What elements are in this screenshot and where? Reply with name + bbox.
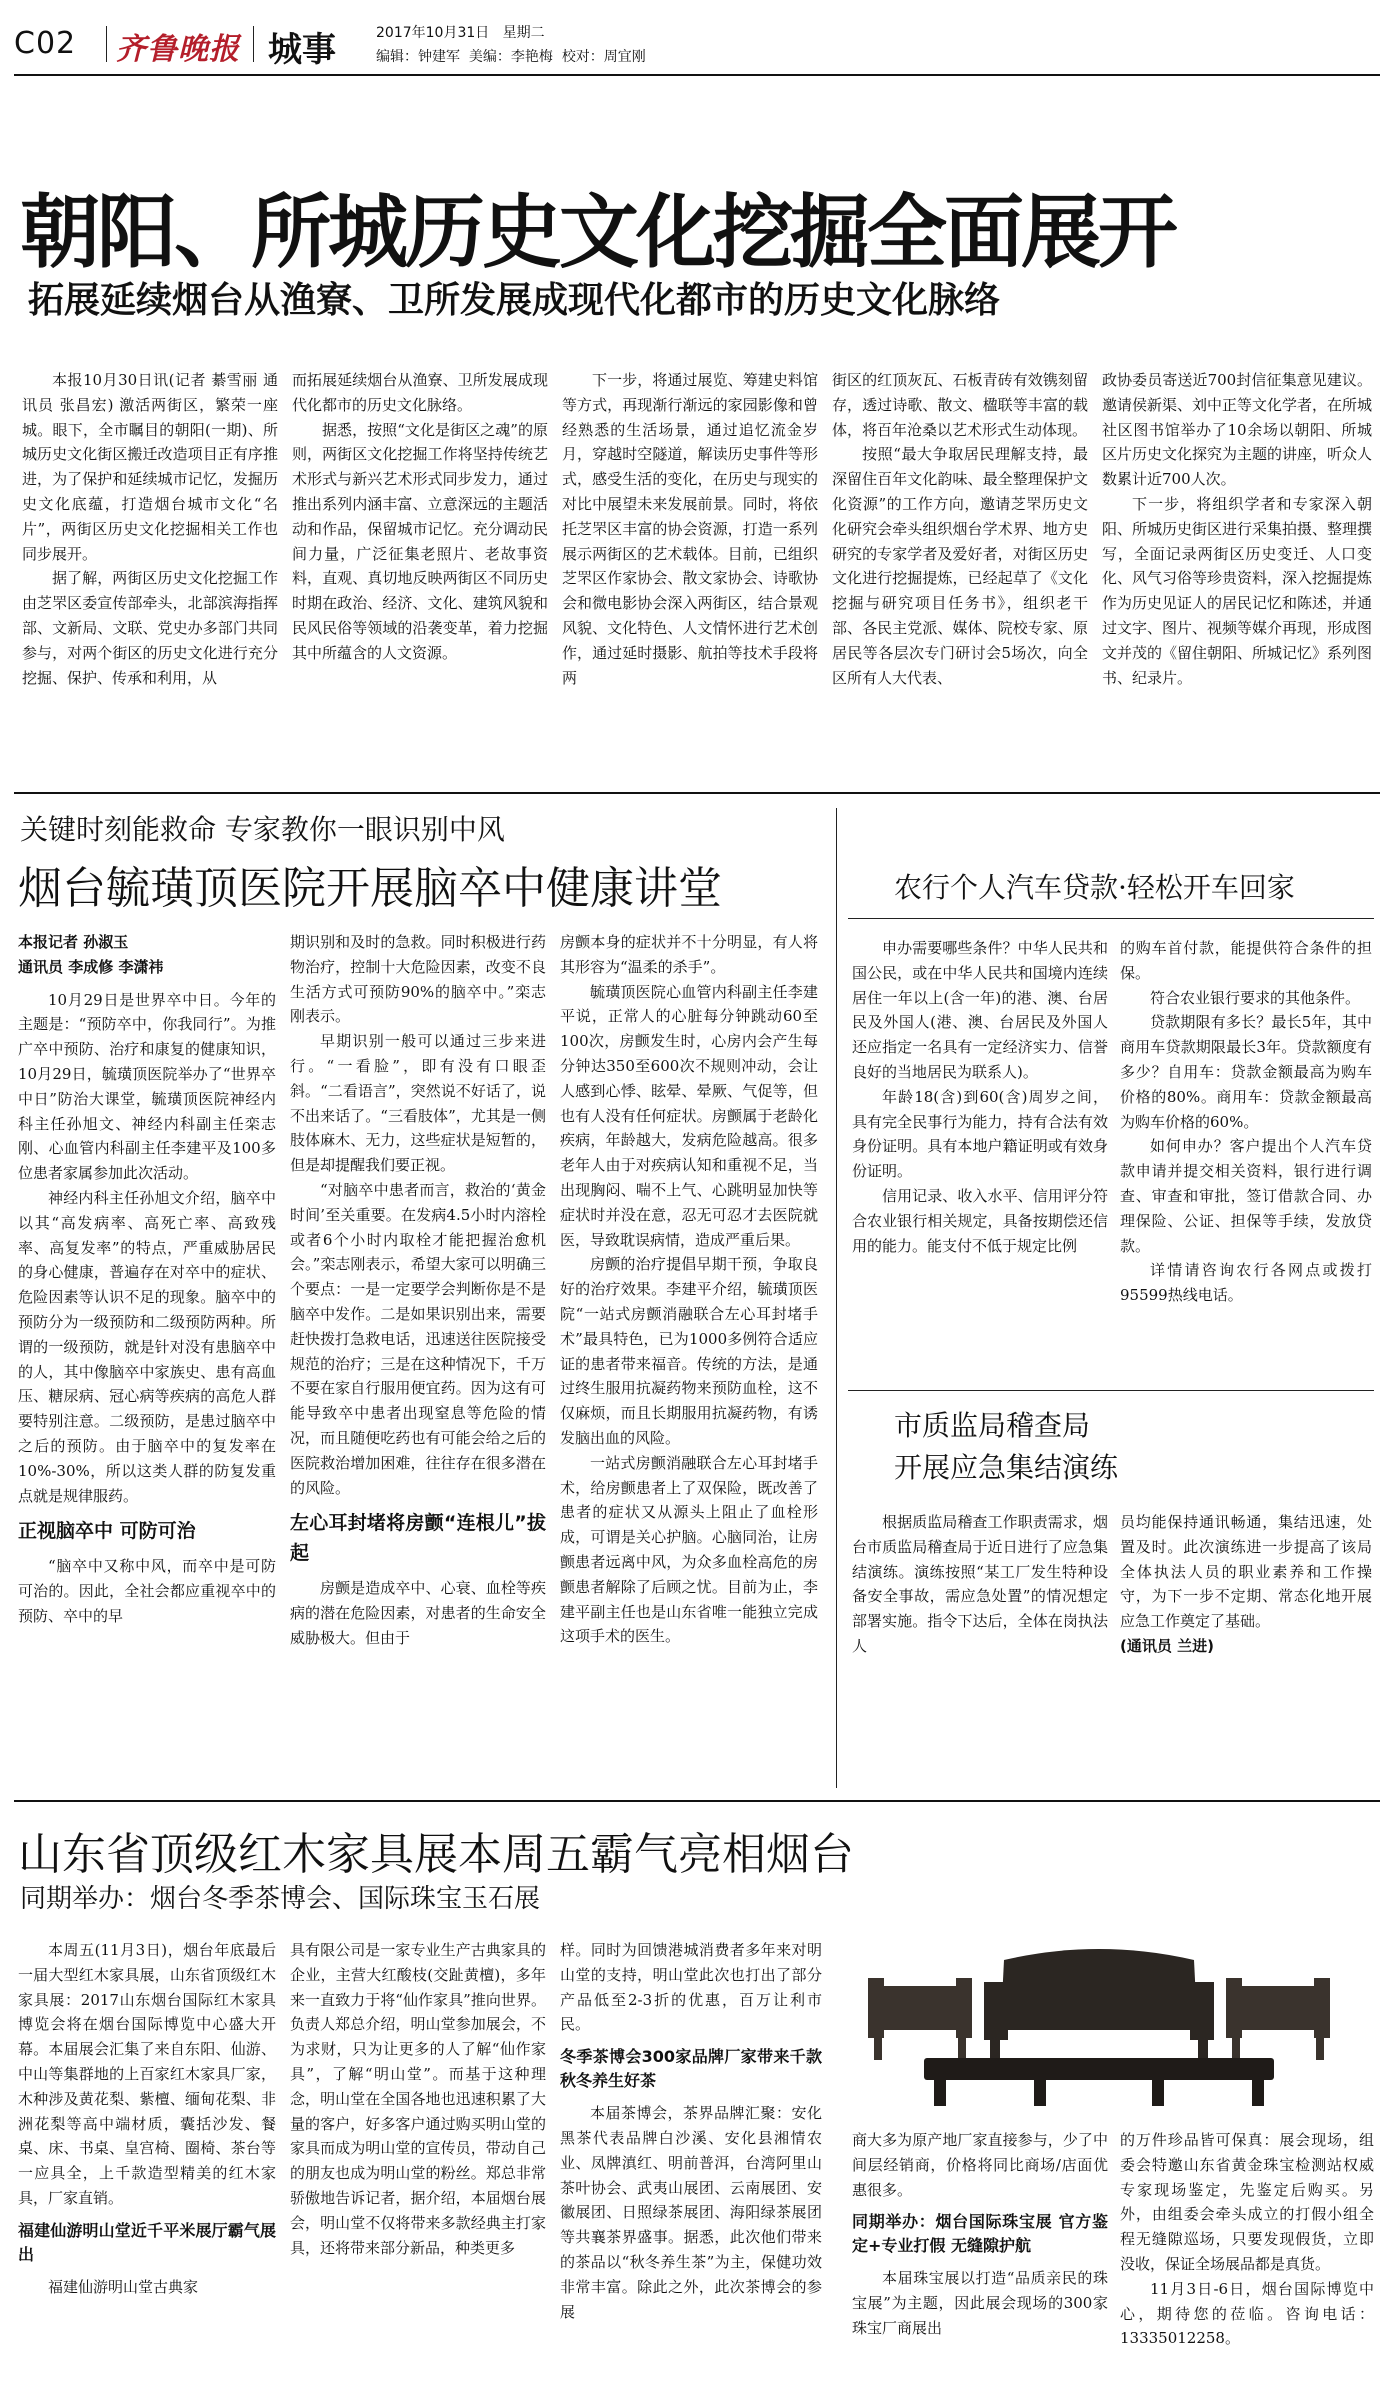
header-credits <box>376 46 646 66</box>
stroke-kicker: 关键时刻能救命 专家教你一眼识别中风 <box>20 813 505 846</box>
drill-credit: (通讯员 兰进) <box>1120 1636 1214 1655</box>
stroke-col-2: 期识别和及时的急救。同时积极进行药物治疗，控制十大危险因素，改变不良生活方式可预防90%的脑卒中。”栾志刚表示。 早期识别一般可以通过三步来进行。“一看脸”，即有没有口眼歪斜。“二看语言”，突然说不好话了，说不出来话了。“三看肢体”，尤其是一侧肢体麻木、无力，这些症状是短暂的，但是却提醒我们要正视。 “对脑卒中患者而言，救治的‘黄金时间’至关重要。在发病4.5小时内溶栓或者6个小时内取栓才能把握治愈机会。”栾志刚表示，希望大家可以明确三个要点：一是一定要学会判断你是不是脑卒中发作。二是如果识别出来，需要赶快拨打急救电话，迅速送往医院接受规范的治疗；三是在这种情况下，千万不要在家自行服用便宜药。因为这有可能导致卒中患者出现窒息等危险的情况，而且随便吃药也有可能会给之后的医院救治增加困难，往往存在很多潜在的风险。 左心耳封堵将房颤“连根儿”拔起 房颤是造成卒中、心衰、血栓等疾病的潜在危险因素，对患者的生命安全威胁极大。但由于 <box>290 933 546 1647</box>
lead-subhead: 拓展延续烟台从渔寮、卫所发展成现代化都市的历史文化脉络 <box>28 280 1001 321</box>
furniture-subhead-1: 福建仙游明山堂近千平米展厅霸气展出 <box>18 2220 276 2264</box>
section-title: 城事 <box>268 30 336 70</box>
weekday: 星期二 <box>502 25 545 41</box>
furniture-col-3: 样。同时为回馈港城消费者多年来对明山堂的支持，明山堂此次也打出了部分产品低至2-3折的优惠，百万让利市民。 冬季茶博会300家品牌厂家带来千款秋冬养生好茶 本届茶博会，茶界品牌汇聚：安化黑茶代表品牌白沙溪、安化县湘情农业、凤牌滇红、明前普洱，台湾阿里山茶叶协会、武夷山展团、云南展团、安徽展团、日照绿茶展团、海阳绿茶展团等共襄茶界盛事。据悉，此次他们带来的茶品以“秋冬养生茶”为主，保健功效非常丰富。除此之外，此次茶博会的参展 <box>560 1941 822 2321</box>
stroke-subhead-2: 左心耳封堵将房颤“连根儿”拔起 <box>290 1512 546 1565</box>
auto-loan-col-1: 申办需要哪些条件？中华人民共和国公民，或在中华人民共和国境内连续居住一年以上(含一年)的港、澳、台居民及外国人(港、澳、台居民及外国人还应指定一名具有一定经济实力、信誉良好的当地居民为联系人)。 年龄18(含)到60(含)周岁之间，具有完全民事行为能力，持有合法有效身份证明。具有本地户籍证明或有效身份证明。 信用记录、收入水平、信用评分符合农业银行相关规定，具备按期偿还信用的能力。能支付不低于规定比例 <box>852 939 1108 1255</box>
stroke-col-1: 本报记者 孙淑玉 通讯员 李成修 李潇祎 10月29日是世界卒中日。今年的主题是：“预防卒中，你我同行”。为推广卒中预防、治疗和康复的健康知识，10月29日，毓璜顶医院举办了“世界卒中日”防治大课堂，毓璜顶医院神经内科主任孙旭文、神经内科副主任栾志刚、心血管内科副主任李建平及100多位患者家属参加此次活动。 神经内科主任孙旭文介绍，脑卒中以其“高发病率、高死亡率、高致残率、高复发率”的特点，严重威胁居民的身心健康，普遍存在对卒中的症状、危险因素等认识不足的现象。脑卒中的预防分为一级预防和二级预防两种。所谓的一级预防，就是针对没有患脑卒中的人，其中像脑卒中家族史、患有高血压、糖尿病、冠心病等疾病的高危人群要特别注意。二级预防，是患过脑卒中之后的预防。由于脑卒中的复发率在10%-30%，所以这类人群的防复发重点就是规律服药。 正视脑卒中 可防可治 “脑卒中又称中风，而卒中是可防可治的。因此，全社会都应重视卒中的预防、卒中的早 <box>18 933 276 1625</box>
page-code: C02 <box>14 26 77 61</box>
lead-col-5: 政协委员寄送近700封信征集意见建议。邀请侯新渠、刘中正等文化学者，在所城社区图书馆举办了10余场以朝阳、所城区片历史文化探究为主题的讲座，听众人数累计近700人次。 下一步，将组织学者和专家深入朝阳、所城历史街区进行采集拍摄、整理撰写，全面记录两街区历史变迁、人口变化、风气习俗等珍贵资料，深入挖掘提炼作为历史见证人的居民记忆和陈述，并通过文字、图片、视频等媒介再现，形成图文并茂的《留住朝阳、所城记忆》系列图书、纪录片。 <box>1102 371 1372 687</box>
date: 2017年10月31日 <box>376 25 490 41</box>
art-editor: 美编：李艳梅 <box>468 49 553 65</box>
lead-col-1: 本报10月30日讯(记者 綦雪丽 通讯员 张昌宏) 激活两街区，繁荣一座城。眼下，全市瞩目的朝阳(一期)、所城历史文化街区搬迁改造项目正有序推进，为了保护和延续城市记忆，发掘历史文化底蕴，打造烟台城市文化“名片”，两街区历史文化挖掘相关工作也同步展开。 据了解，两街区历史文化挖掘工作由芝罘区委宣传部牵头，北部滨海指挥部、文新局、文联、党史办多部门共同参与，对两个街区的历史文化进行充分挖掘、保护、传承和利用，从 <box>22 371 278 687</box>
furniture-photo <box>834 1930 1364 2116</box>
header-date <box>376 22 545 42</box>
furniture-subhead-2: 冬季茶博会300家品牌厂家带来千款秋冬养生好茶 <box>560 2047 822 2091</box>
auto-loan-headline: 农行个人汽车贷款·轻松开车回家 <box>894 871 1295 904</box>
lead-col-4: 街区的红顶灰瓦、石板青砖有效镌刻留存，透过诗歌、散文、楹联等丰富的载体，将百年沧桑以艺术形式生动体现。 按照“最大争取居民理解支持，最深留住百年文化韵味、最全整理保护文化资源”的工作方向，邀请芝罘历史文化研究会牵头组织烟台学术界、地方史研究的专家学者及爱好者，对街区历史文化进行挖掘提炼，已经起草了《文化挖掘与研究项目任务书》，组织老干部、各民主党派、媒体、院校专家、原居民等各层次专门研讨会5场次，向全区所有人大代表、 <box>832 371 1088 687</box>
lead-col-2: 而拓展延续烟台从渔寮、卫所发展成现代化都市的历史文化脉络。 据悉，按照“文化是街区之魂”的原则，两街区文化挖掘工作将坚持传统艺术形式与新兴艺术形式同步发力，通过推出系列内涵丰富、立意深远的主题活动和作品，保留城市记忆。充分调动民间力量，广泛征集老照片、老故事资料，直观、真切地反映两街区不同历史时期在政治、经济、文化、建筑风貌和民风民俗等领域的沿袭变革，着力挖掘其中所蕴含的人文资源。 <box>292 371 548 662</box>
furniture-col-2: 具有限公司是一家专业生产古典家具的企业，主营大红酸枝(交趾黄檀)，多年来一直致力于将“仙作家具”推向世界。负责人郑总介绍，明山堂参加展会，不为求财，只为让更多的人了解“仙作家具”，了解“明山堂”。而基于这种理念，明山堂在全国各地也迅速积累了大量的客户，好多客户通过购买明山堂的家具而成为明山堂的宣传员，带动自己的朋友也成为明山堂的粉丝。郑总非常骄傲地告诉记者，据介绍，本届烟台展会，明山堂不仅将带来多款经典主打家具，还将带来部分新品，种类更多 <box>290 1941 546 2257</box>
drill-headline-2: 开展应急集结演练 <box>894 1451 1119 1484</box>
stroke-col-3: 房颤本身的症状并不十分明显，有人将其形容为“温柔的杀手”。 毓璜顶医院心血管内科副主任李建平说，正常人的心脏每分钟跳动60至100次，房颤发生时，心房内会产生每分钟达350至600次不规则冲动，会让人感到心悸、眩晕、晕厥、气促等，但也有人没有任何症状。房颤属于老龄化疾病，年龄越大，发病危险越高。很多老年人由于对疾病认知和重视不足，当出现胸闷、喘不上气、心跳明显加快等症状时并没在意，忍无可忍才去医院就医，导致耽误病情，造成严重后果。 房颤的治疗提倡早期干预，争取良好的治疗效果。李建平介绍，毓璜顶医院“一站式房颤消融联合左心耳封堵手术”最具特色，已为1000多例符合适应证的患者带来福音。传统的方法，是通过终生服用抗凝药物来预防血栓，这不仅麻烦，而且长期服用抗凝药物，有诱发脑出血的风险。 一站式房颤消融联合左心耳封堵手术，给房颤患者上了双保险，既改善了患者的症状又从源头上阻止了血栓形成，可谓是关心护脑。心脑同治，让房颤患者远离中风，为众多血栓高危的房颤患者解除了后顾之忧。目前为止，李建平副主任也是山东省唯一能独立完成这项手术的医生。 <box>560 933 818 1646</box>
drill-headline-1: 市质监局稽查局 <box>894 1409 1091 1442</box>
furniture-subhead: 同期举办：烟台冬季茶博会、国际珠宝玉石展 <box>20 1884 541 1914</box>
furniture-col-4: 商大多为原产地厂家直接参与，少了中间层经销商，价格将同比商场/店面优惠很多。 同期举办：烟台国际珠宝展 官方鉴定+专业打假 无缝隙护航 本届珠宝展以打造“品质亲民的珠宝展”为主题，因此展会现场的300家珠宝厂商展出 <box>852 2131 1108 2337</box>
drill-col-2: 员均能保持通讯畅通，集结迅速，处置及时。此次演练进一步提高了该局全体执法人员的职业素养和工作操守，为下一步不定期、常态化地开展应急工作奠定了基础。 (通讯员 兰进) <box>1120 1510 1372 1780</box>
furniture-col-5: 的万件珍品皆可保真：展会现场，组委会特邀山东省黄金珠宝检测站权威专家现场鉴定，先鉴定后购买。另外，由组委会牵头成立的打假小组全程无缝隙巡场，只要发现假货，立即没收，保证全场展品都是真货。 11月3日-6日，烟台国际博览中心，期待您的莅临。咨询电话：13335012258。 <box>1120 2131 1374 2348</box>
furniture-col-1: 本周五(11月3日)，烟台年底最后一届大型红木家具展，山东省顶级红木家具展：2017山东烟台国际红木家具博览会将在烟台国际博览中心盛大开幕。本届展会汇集了来自东阳、仙游、中山等集群地的上百家红木家具厂家，木种涉及黄花梨、紫檀、缅甸花梨、非洲花梨等高中端材质，囊括沙发、餐桌、床、书桌、皇宫椅、圈椅、茶台等一应具全，上千款造型精美的红木家具，厂家直销。 福建仙游明山堂近千平米展厅霸气展出 福建仙游明山堂古典家 <box>18 1941 276 2296</box>
stroke-headline: 烟台毓璜顶医院开展脑卒中健康讲堂 <box>18 863 722 914</box>
drill-col-1: 根据质监局稽查工作职责需求，烟台市质监局稽查局于近日进行了应急集结演练。演练按照“某工厂发生特种设备安全事故，需应急处置”的情况想定部署实施。指令下达后，全体在岗执法人 <box>852 1513 1108 1655</box>
editor: 编辑：钟建军 <box>376 49 460 65</box>
proofreader: 校对：周宜刚 <box>561 49 646 65</box>
stroke-subhead-1: 正视脑卒中 可防可治 <box>18 1520 196 1543</box>
auto-loan-col-2: 的购车首付款，能提供符合条件的担保。 符合农业银行要求的其他条件。 贷款期限有多长？最长5年，其中商用车贷款期限最长3年。贷款额度有多少？自用车：贷款金额最高为购车价格的80%。商用车：贷款金额最高为购车价格的60%。 如何申办？客户提出个人汽车贷款申请并提交相关资料，银行进行调查、审查和审批，签订借款合同、办理保险、公证、担保等手续，发放贷款。 详情请咨询农行各网点或拨打95599热线电话。 <box>1120 939 1372 1305</box>
lead-headline: 朝阳、所城历史文化挖掘全面展开 <box>20 186 1175 279</box>
lead-col-3: 下一步，将通过展览、筹建史料馆等方式，再现渐行渐远的家园影像和曾经熟悉的生活场景，通过追忆流金岁月，穿越时空隧道，解读历史事件等形式，感受生活的变化，在历史与现实的对比中展望未来发展前景。同时，将依托芝罘区丰富的协会资源，打造一系列展示两街区的艺术载体。目前，已组织芝罘区作家协会、散文家协会、诗歌协会和微电影协会深入两街区，结合景观风貌、文化特色、人文情怀进行艺术创作，通过延时摄影、航拍等技术手段将两 <box>562 371 818 687</box>
furniture-subhead-3: 同期举办：烟台国际珠宝展 官方鉴定+专业打假 无缝隙护航 <box>852 2212 1108 2256</box>
masthead-logo: 齐鲁晚报 <box>116 32 240 67</box>
furniture-headline: 山东省顶级红木家具展本周五霸气亮相烟台 <box>18 1829 854 1880</box>
